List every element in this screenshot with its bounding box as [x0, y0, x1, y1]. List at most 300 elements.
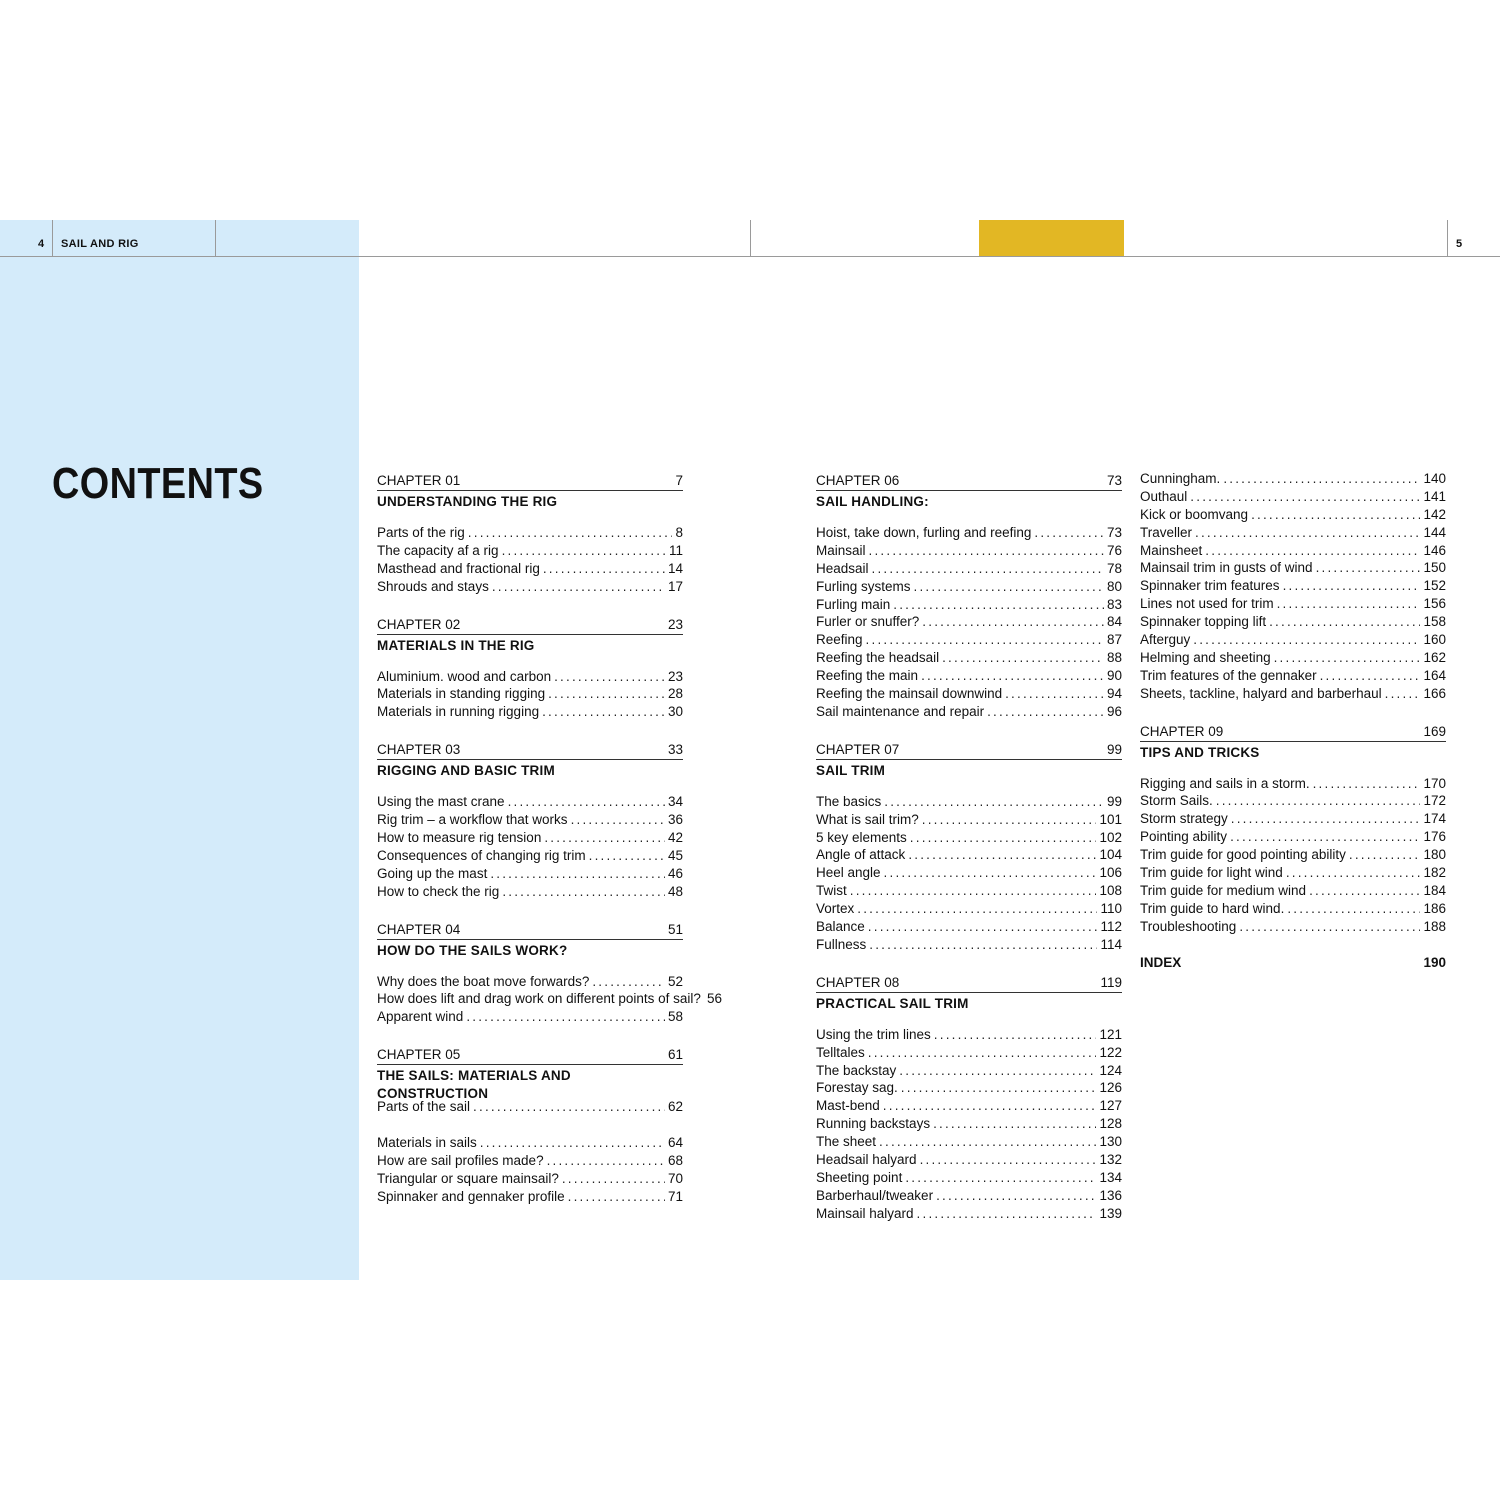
chapter-title: THE SAILS: MATERIALS AND CONSTRUCTION — [377, 1068, 571, 1102]
dot-leader — [910, 829, 1097, 847]
entry-page-number: 8 — [675, 525, 683, 540]
entry-page-number: 48 — [667, 883, 683, 899]
dot-leader — [934, 1026, 1097, 1044]
toc-entry-list — [377, 1098, 683, 1205]
entry-page-number: 134 — [1099, 1169, 1122, 1185]
toc-chapter — [377, 739, 683, 900]
entry-title: The capacity af a rig — [377, 542, 499, 558]
chapter-page-number: 51 — [667, 921, 683, 937]
entry-title: Balance — [816, 919, 865, 935]
chapter-heading-row — [816, 972, 1122, 993]
entry-page-number: 140 — [1423, 471, 1446, 486]
dot-leader — [508, 793, 665, 811]
entry-title: Materials in sails — [377, 1135, 477, 1151]
dot-leader — [917, 1205, 1097, 1223]
entry-title: 5 key elements — [816, 829, 907, 845]
entry-page-number: 28 — [667, 686, 683, 702]
dot-leader — [869, 542, 1104, 560]
entry-title: Sheeting point — [816, 1169, 903, 1185]
toc-entry-list — [816, 1026, 1122, 1223]
toc-entry — [816, 631, 1122, 649]
entry-title: Mainsheet — [1140, 542, 1203, 558]
entry-page-number: 174 — [1423, 811, 1446, 827]
index-label: INDEX — [1140, 954, 1182, 970]
entry-page-number: 150 — [1423, 560, 1446, 576]
entry-title: Storm Sails. — [1140, 793, 1213, 809]
entry-page-number: 70 — [667, 1170, 683, 1186]
entry-page-number: 156 — [1423, 596, 1446, 612]
dot-leader — [1274, 649, 1421, 667]
toc-entry — [1140, 900, 1446, 918]
dot-leader — [850, 882, 1097, 900]
dot-leader — [893, 596, 1104, 614]
toc-entry — [816, 918, 1122, 936]
entry-page-number: 83 — [1106, 596, 1122, 612]
entry-page-number: 114 — [1100, 936, 1122, 952]
entry-page-number: 108 — [1099, 883, 1122, 899]
dot-leader — [883, 1097, 1097, 1115]
dot-leader — [1231, 810, 1421, 828]
toc-entry — [1140, 577, 1446, 595]
dot-leader — [571, 811, 665, 829]
entry-page-number: 130 — [1099, 1134, 1122, 1150]
entry-page-number: 110 — [1100, 901, 1122, 917]
chapter-page-number: 7 — [675, 473, 683, 488]
entry-title: Helming and sheeting — [1140, 649, 1271, 665]
entry-title: Parts of the rig — [377, 525, 465, 540]
toc-entry — [377, 793, 683, 811]
toc-entry-list — [816, 524, 1122, 721]
dot-leader — [884, 864, 1097, 882]
entry-page-number: 99 — [1106, 793, 1122, 809]
toc-entry — [1140, 918, 1446, 936]
dot-leader — [1190, 488, 1420, 506]
toc-entry — [816, 1079, 1122, 1097]
chapter-heading-row — [377, 614, 683, 635]
dot-leader — [1349, 846, 1421, 864]
header-divider — [52, 220, 53, 257]
entry-page-number: 87 — [1106, 632, 1122, 648]
toc-entry — [1140, 488, 1446, 506]
toc-entry — [1140, 864, 1446, 882]
toc-entry-list — [377, 973, 722, 1027]
entry-page-number: 142 — [1423, 506, 1446, 522]
header-divider — [1447, 220, 1448, 257]
toc-chapter — [816, 972, 1122, 1223]
entry-title: Mainsail halyard — [816, 1205, 914, 1221]
entry-page-number: 11 — [668, 542, 683, 558]
entry-page-number: 176 — [1423, 829, 1446, 845]
index-page-number: 190 — [1423, 954, 1446, 970]
entry-title: Shrouds and stays — [377, 578, 489, 594]
entry-title: Barberhaul/tweaker — [816, 1187, 934, 1203]
dot-leader — [872, 560, 1104, 578]
entry-title: Reefing the mainsail downwind — [816, 686, 1003, 702]
dot-leader — [542, 703, 665, 721]
entry-title: Troubleshooting — [1140, 918, 1237, 934]
toc-entry — [816, 793, 1122, 811]
dot-leader — [492, 578, 665, 596]
entry-page-number: 76 — [1106, 542, 1122, 558]
toc-entry — [377, 865, 683, 883]
chapter-heading-row — [377, 1044, 683, 1065]
toc-entry — [1140, 595, 1446, 613]
entry-page-number: 78 — [1106, 560, 1122, 576]
left-sidebar-panel — [0, 220, 359, 1280]
chapter-label: CHAPTER 04 — [377, 921, 461, 937]
entry-page-number: 88 — [1106, 650, 1122, 666]
running-head: SAIL AND RIG — [61, 238, 139, 250]
chapter-label: CHAPTER 02 — [377, 616, 461, 632]
toc-entry — [1140, 775, 1446, 793]
toc-entry — [816, 703, 1122, 721]
toc-entry — [377, 973, 683, 991]
dot-leader — [868, 918, 1098, 936]
toc-entry — [1140, 810, 1446, 828]
toc-entry — [816, 1169, 1122, 1187]
toc-chapter — [377, 470, 683, 596]
entry-title: Materials in running rigging — [377, 704, 540, 720]
dot-leader — [592, 973, 665, 991]
entry-page-number: 68 — [667, 1152, 683, 1168]
dot-leader — [543, 560, 665, 578]
entry-title: The basics — [816, 793, 882, 809]
toc-entry — [1140, 506, 1446, 524]
dot-leader — [562, 1170, 665, 1188]
toc-entry — [816, 846, 1122, 864]
entry-title: Trim guide for light wind — [1140, 865, 1283, 881]
toc-entry — [377, 1188, 683, 1206]
entry-title: Running backstays — [816, 1116, 931, 1132]
entry-page-number: 62 — [667, 1099, 683, 1115]
dot-leader — [987, 703, 1104, 721]
chapter-title: RIGGING AND BASIC TRIM — [377, 763, 555, 779]
dot-leader — [914, 578, 1104, 596]
entry-page-number: 127 — [1099, 1098, 1122, 1114]
entry-title: Masthead and fractional rig — [377, 560, 540, 576]
dot-leader — [1269, 613, 1420, 631]
header-accent-tab — [979, 220, 1124, 257]
chapter-label: CHAPTER 09 — [1140, 723, 1224, 739]
dot-leader — [869, 936, 1097, 954]
toc-entry — [377, 990, 722, 1008]
toc-entry — [377, 685, 683, 703]
toc-entry — [816, 542, 1122, 560]
entry-title: Why does the boat move forwards? — [377, 973, 590, 989]
dot-leader — [554, 668, 665, 686]
entry-page-number: 144 — [1423, 524, 1446, 540]
toc-entry — [377, 847, 683, 865]
entry-title: How does lift and drag work on different points of sail? — [377, 991, 701, 1007]
entry-title: Reefing the headsail — [816, 650, 940, 666]
toc-entry — [816, 936, 1122, 954]
chapter-heading-row — [816, 739, 1122, 760]
toc-entry — [377, 811, 683, 829]
entry-title: Pointing ability — [1140, 829, 1228, 845]
entry-page-number: 166 — [1423, 685, 1446, 701]
toc-entry — [1140, 631, 1446, 649]
entry-title: How to measure rig tension — [377, 830, 542, 846]
chapter-heading-row — [377, 470, 683, 491]
entry-title: Sheets, tackline, halyard and barberhaul — [1140, 685, 1382, 701]
dot-leader — [936, 1187, 1096, 1205]
entry-page-number: 122 — [1099, 1044, 1122, 1060]
dot-leader — [1195, 524, 1420, 542]
toc-entry — [816, 1115, 1122, 1133]
chapter-heading-row — [816, 470, 1122, 491]
dot-leader — [1283, 577, 1421, 595]
toc-chapter — [1140, 721, 1446, 936]
dot-leader — [1216, 792, 1421, 810]
dot-leader — [466, 1008, 665, 1026]
entry-title: Furling systems — [816, 578, 911, 594]
dot-leader — [908, 846, 1096, 864]
toc-entry — [816, 811, 1122, 829]
dot-leader — [1287, 900, 1420, 918]
entry-page-number: 46 — [667, 865, 683, 881]
entry-page-number: 158 — [1423, 614, 1446, 630]
toc-entry — [816, 1151, 1122, 1169]
entry-title: Outhaul — [1140, 488, 1188, 504]
entry-title: Traveller — [1140, 524, 1193, 540]
entry-page-number: 36 — [667, 812, 683, 828]
dot-leader — [921, 667, 1104, 685]
dot-leader — [544, 829, 665, 847]
dot-leader — [1239, 918, 1420, 936]
dot-leader — [502, 542, 666, 560]
entry-page-number: 126 — [1099, 1080, 1122, 1096]
entry-title: The sheet — [816, 1134, 877, 1150]
toc-chapter — [1140, 470, 1446, 703]
chapter-heading-row — [1140, 721, 1446, 742]
toc-chapter — [816, 739, 1122, 954]
entry-page-number: 23 — [667, 668, 683, 684]
dot-leader — [1251, 506, 1420, 524]
dot-leader — [490, 865, 665, 883]
toc-chapter — [377, 919, 722, 1027]
toc-entry — [1140, 882, 1446, 900]
toc-entry — [1140, 685, 1446, 703]
entry-page-number: 170 — [1423, 775, 1446, 791]
entry-page-number: 152 — [1423, 578, 1446, 594]
dot-leader — [589, 847, 665, 865]
entry-title: Mast-bend — [816, 1098, 880, 1114]
entry-title: Mainsail — [816, 542, 866, 558]
dot-leader — [933, 1115, 1096, 1133]
index-row — [1140, 954, 1446, 972]
entry-title: Trim guide for medium wind — [1140, 882, 1307, 898]
dot-leader — [473, 1098, 665, 1116]
dot-leader — [899, 1062, 1096, 1080]
entry-title: Aluminium. wood and carbon — [377, 668, 552, 684]
entry-title: Headsail halyard — [816, 1152, 917, 1168]
toc-entry — [816, 1205, 1122, 1223]
entry-title: Triangular or square mainsail? — [377, 1170, 559, 1186]
toc-chapter — [377, 1044, 683, 1205]
entry-title: Storm strategy — [1140, 811, 1228, 827]
header-divider — [215, 220, 216, 257]
chapter-heading-row — [377, 739, 683, 760]
entry-title: Cunningham. — [1140, 471, 1221, 486]
chapter-page-number: 119 — [1100, 974, 1122, 990]
entry-page-number: 101 — [1099, 811, 1122, 827]
entry-page-number: 132 — [1099, 1152, 1122, 1168]
entry-page-number: 14 — [667, 560, 683, 576]
toc-entry — [377, 703, 683, 721]
entry-title: Heel angle — [816, 865, 881, 881]
toc-chapter — [816, 470, 1122, 721]
entry-page-number: 136 — [1099, 1187, 1122, 1203]
entry-title: Kick or boomvang — [1140, 506, 1249, 522]
toc-entry — [377, 578, 683, 596]
dot-leader — [1286, 864, 1421, 882]
entry-title: What is sail trim? — [816, 811, 919, 827]
toc-entry — [816, 1133, 1122, 1151]
chapter-label: CHAPTER 06 — [816, 473, 900, 488]
chapter-page-number: 23 — [667, 616, 683, 632]
entry-page-number: 80 — [1106, 578, 1122, 594]
chapter-label: CHAPTER 01 — [377, 473, 461, 488]
dot-leader — [1277, 595, 1421, 613]
toc-entry — [816, 1187, 1122, 1205]
entry-page-number: 106 — [1099, 865, 1122, 881]
entry-page-number: 45 — [667, 847, 683, 863]
toc-entry — [816, 1044, 1122, 1062]
toc-entry — [1140, 846, 1446, 864]
toc-entry — [377, 883, 683, 901]
entry-title: Vortex — [816, 901, 855, 917]
entry-title: Sail maintenance and repair — [816, 703, 985, 719]
entry-page-number: 56 — [706, 991, 722, 1007]
dot-leader — [942, 649, 1104, 667]
entry-page-number: 84 — [1106, 614, 1122, 630]
entry-title: Parts of the sail — [377, 1099, 471, 1115]
toc-entry — [816, 900, 1122, 918]
entry-title: Furling main — [816, 596, 891, 612]
toc-entry — [816, 1097, 1122, 1115]
dot-leader — [1223, 470, 1420, 488]
dot-leader — [901, 1079, 1097, 1097]
dot-leader — [1193, 631, 1420, 649]
dot-leader — [868, 1044, 1097, 1062]
dot-leader — [1309, 882, 1420, 900]
entry-title: How to check the rig — [377, 883, 500, 899]
entry-title: Spinnaker topping lift — [1140, 614, 1267, 630]
dot-leader — [1385, 685, 1421, 703]
entry-title: Lines not used for trim — [1140, 596, 1274, 612]
toc-entry — [1140, 524, 1446, 542]
chapter-page-number: 73 — [1106, 473, 1122, 488]
toc-entry — [1140, 792, 1446, 810]
dot-leader — [879, 1133, 1096, 1151]
dot-leader — [480, 1134, 665, 1152]
toc-entry — [377, 542, 683, 560]
chapter-title: PRACTICAL SAIL TRIM — [816, 995, 969, 1011]
entry-page-number: 188 — [1423, 918, 1446, 934]
chapter-label: CHAPTER 07 — [816, 741, 900, 757]
entry-page-number: 182 — [1423, 865, 1446, 881]
toc-column-1 — [377, 470, 722, 1224]
dot-leader — [905, 1169, 1096, 1187]
chapter-title: SAIL TRIM — [816, 762, 886, 778]
dot-leader — [1316, 559, 1421, 577]
dot-leader — [1005, 685, 1104, 703]
toc-chapter — [377, 614, 683, 722]
toc-entry — [1140, 828, 1446, 846]
toc-entry — [816, 578, 1122, 596]
entry-page-number: 141 — [1423, 488, 1446, 504]
entry-title: Rig trim – a workflow that works — [377, 812, 568, 828]
toc-entry — [816, 613, 1122, 631]
toc-entry-list — [1140, 470, 1446, 703]
entry-page-number: 58 — [667, 1009, 683, 1025]
entry-title: Rigging and sails in a storm. — [1140, 775, 1310, 791]
entry-title: How are sail profiles made? — [377, 1152, 544, 1168]
entry-title: Using the trim lines — [816, 1026, 931, 1042]
entry-page-number: 104 — [1099, 847, 1122, 863]
chapter-title: HOW DO THE SAILS WORK? — [377, 942, 568, 958]
chapter-title: UNDERSTANDING THE RIG — [377, 494, 558, 509]
dot-leader — [866, 631, 1104, 649]
entry-page-number: 124 — [1099, 1062, 1122, 1078]
entry-page-number: 160 — [1423, 632, 1446, 648]
entry-page-number: 42 — [667, 830, 683, 846]
entry-title: Apparent wind — [377, 1009, 464, 1025]
chapter-title: TIPS AND TRICKS — [1140, 744, 1260, 760]
toc-entry — [816, 667, 1122, 685]
entry-title: Reefing the main — [816, 668, 919, 684]
entry-page-number: 17 — [667, 578, 683, 594]
dot-leader — [548, 685, 665, 703]
toc-entry-list — [377, 524, 683, 596]
left-page-number: 4 — [38, 238, 45, 250]
toc-entry — [1140, 649, 1446, 667]
entry-title: Telltales — [816, 1044, 865, 1060]
toc-column-3 — [1140, 470, 1446, 972]
entry-title: Spinnaker trim features — [1140, 578, 1280, 594]
entry-title: The backstay — [816, 1062, 897, 1078]
entry-title: Consequences of changing rig trim — [377, 847, 586, 863]
chapter-page-number: 169 — [1423, 723, 1446, 739]
chapter-page-number: 61 — [667, 1047, 683, 1063]
toc-entry-list — [377, 793, 683, 900]
toc-entry-list — [377, 668, 683, 722]
entry-title: Headsail — [816, 560, 869, 576]
entry-title: Furler or snuffer? — [816, 614, 920, 630]
dot-leader — [547, 1152, 665, 1170]
entry-page-number: 96 — [1106, 703, 1122, 719]
dot-leader — [922, 613, 1104, 631]
toc-entry — [816, 685, 1122, 703]
toc-entry — [816, 524, 1122, 542]
toc-entry — [816, 864, 1122, 882]
toc-entry-list — [1140, 775, 1446, 936]
dot-leader — [1034, 524, 1104, 542]
toc-column-2 — [816, 470, 1122, 1241]
dot-leader — [468, 524, 673, 542]
toc-entry — [816, 1026, 1122, 1044]
entry-title: Trim features of the gennaker — [1140, 667, 1317, 683]
entry-title: Going up the mast — [377, 865, 488, 881]
entry-title: Trim guide to hard wind. — [1140, 900, 1285, 916]
entry-page-number: 164 — [1423, 667, 1446, 683]
dot-leader — [1313, 775, 1421, 793]
chapter-label: CHAPTER 03 — [377, 742, 461, 758]
chapter-page-number: 99 — [1106, 741, 1122, 757]
entry-title: Trim guide for good pointing ability — [1140, 847, 1346, 863]
toc-entry — [377, 829, 683, 847]
toc-entry — [377, 1134, 683, 1152]
